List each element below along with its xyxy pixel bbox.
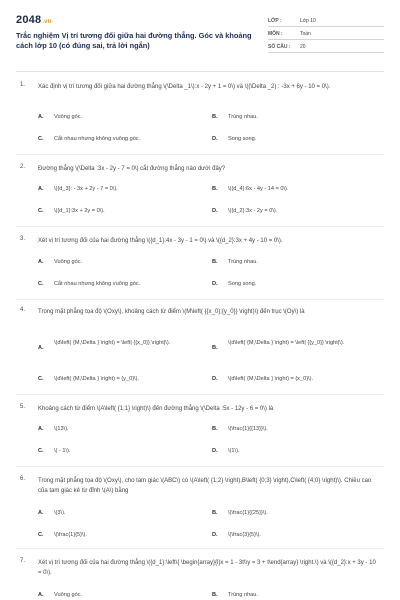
question-text: Khoảng cách từ điểm \(A\left( {1;1} \right)\) đến đường thẳng \(\Delta :5x - 12y - 6 = 0\) là: [38, 406, 274, 412]
option-key: A.: [38, 114, 44, 120]
header-divider: [16, 71, 384, 72]
question-3: [16, 236, 384, 296]
option-key: B.: [212, 592, 218, 598]
option-key: D.: [212, 208, 218, 214]
logo-main: 2048: [16, 14, 42, 26]
question-number: 7.: [20, 558, 26, 564]
option-text: Cắt nhau nhưng không vuông góc.: [54, 281, 141, 287]
document-title: Trắc nghiệm Vị trí tương đối giữa hai đường thẳng. Góc và khoảng cách lớp 10 (có đúng sai, trả lời ngắn): [16, 31, 252, 50]
option-key: B.: [212, 114, 218, 120]
meta-label: SỐ CÂU :: [268, 44, 291, 50]
question-text: Xét vị trí tương đối của hai đường thẳng \({d_1}:\left\{ \begin{array}{l}x = 1 - 3t\\y = 3 + t\end{array} \right.\) và \({d_2}:x + 3y - 10 = 0\).: [38, 560, 376, 576]
option-key: D.: [212, 281, 218, 287]
option-key: B.: [212, 345, 218, 351]
question-2: [16, 164, 384, 224]
option-key: A.: [38, 426, 44, 432]
option-key: D.: [212, 136, 218, 142]
question-text: Trong mặt phẳng tọa độ \(Oxy\), cho tam giác \(ABC\) có \(A\left( {1;2} \right),B\left( {0;3} \right),C\left( {4;0} \right)\). Chiều cao của tam giác kẻ từ đỉnh \(A\) bằng: [38, 478, 372, 494]
question-separator: [16, 226, 384, 227]
option-text: \( - 1\).: [54, 448, 71, 454]
option-text: Vuông góc.: [54, 114, 83, 120]
option-key: C.: [38, 136, 44, 142]
question-number: 6.: [20, 476, 26, 482]
option-text: \(\frac{1}{5}\).: [54, 532, 87, 538]
site-logo[interactable]: [16, 14, 52, 26]
question-number: 5.: [20, 404, 26, 410]
option-text: \({d_1}:3x + 2y = 0\).: [54, 208, 105, 214]
option-key: A.: [38, 186, 44, 192]
question-7: [16, 558, 384, 600]
option-text: \(3\).: [54, 510, 66, 516]
option-text: Song song.: [228, 281, 257, 287]
option-key: D.: [212, 376, 218, 382]
question-number: 1.: [20, 82, 26, 88]
meta-value: Lớp 10: [300, 18, 316, 24]
meta-row-class: [268, 14, 384, 27]
option-key: A.: [38, 259, 44, 265]
question-1: [16, 82, 384, 152]
meta-value: 20: [300, 44, 306, 50]
option-text: \(\frac{1}{{13}}\).: [228, 426, 268, 432]
question-number: 4.: [20, 307, 26, 313]
question-separator: [16, 466, 384, 467]
option-text: Trùng nhau.: [228, 259, 258, 265]
option-key: A.: [38, 592, 44, 598]
option-text: \(d\left( {M,\Delta } \right) = \left| {{x_0}} \right|\).: [54, 340, 171, 346]
option-key: C.: [38, 208, 44, 214]
option-text: Song song.: [228, 136, 257, 142]
option-key: A.: [38, 510, 44, 516]
option-key: C.: [38, 376, 44, 382]
question-separator: [16, 548, 384, 549]
meta-table: [268, 14, 384, 53]
meta-value: Toán: [300, 31, 311, 37]
option-text: \(\frac{3}{5}\).: [228, 532, 261, 538]
option-text: \(1\).: [228, 448, 240, 454]
option-key: D.: [212, 448, 218, 454]
option-text: \(d\left( {M,\Delta } \right) = \left| {{y_0}} \right|\).: [228, 340, 345, 346]
question-separator: [16, 299, 384, 300]
option-text: \({d_4}:6x - 4y - 14 = 0\).: [228, 186, 289, 192]
option-key: B.: [212, 426, 218, 432]
question-text: Trong mặt phẳng tọa độ \(Oxy\), khoảng cách từ điểm \(M\left( {{x_0};{y_0}} \right)\) đến trục \(Oy\) là: [38, 309, 305, 315]
question-6: [16, 476, 384, 546]
option-text: Trùng nhau.: [228, 114, 258, 120]
option-key: A.: [38, 345, 44, 351]
option-text: Vuông góc.: [54, 592, 83, 598]
meta-label: MÔN :: [268, 31, 283, 37]
question-text: Xét vị trí tương đối của hai đường thẳng \({d_1}:4x - 3y - 1 = 0\) và \({d_2}:3x + 4y - 10 = 0\).: [38, 238, 283, 244]
option-text: Trùng nhau.: [228, 592, 258, 598]
option-text: \(d\left( {M,\Delta } \right) = {x_0}\).: [228, 376, 314, 382]
meta-row-subject: [268, 27, 384, 40]
question-4: [16, 307, 384, 392]
option-key: B.: [212, 510, 218, 516]
question-separator: [16, 154, 384, 155]
option-key: C.: [38, 532, 44, 538]
option-text: Cắt nhau nhưng không vuông góc.: [54, 136, 141, 142]
document-header: [16, 14, 384, 66]
option-text: \(13\).: [54, 426, 69, 432]
option-key: B.: [212, 259, 218, 265]
option-text: \({d_2}:3x - 2y = 0\).: [228, 208, 278, 214]
option-key: C.: [38, 448, 44, 454]
question-5: [16, 404, 384, 464]
question-number: 2.: [20, 164, 26, 170]
option-key: C.: [38, 281, 44, 287]
question-text: Đường thẳng \(\Delta :3x - 2y - 7 = 0\) cắt đường thẳng nào dưới đây?: [38, 166, 226, 172]
option-text: \(\frac{1}{{25}}\).: [228, 510, 268, 516]
option-text: \({d_3}: - 3x + 2y - 7 = 0\).: [54, 186, 118, 192]
question-text: Xác định vị trí tương đối giữa hai đường thẳng \(\Delta _1\):x - 2y + 1 = 0\) và \((\Delta _2) : -3x + 6y - 10 = 0\).: [38, 84, 331, 90]
question-number: 3.: [20, 236, 26, 242]
option-text: \(d\left( {M,\Delta } \right) = {y_0}\).: [54, 376, 140, 382]
option-text: Vuông góc.: [54, 259, 83, 265]
meta-label: LỚP :: [268, 18, 282, 24]
option-key: B.: [212, 186, 218, 192]
meta-row-count: [268, 40, 384, 53]
option-key: D.: [212, 532, 218, 538]
question-separator: [16, 394, 384, 395]
logo-suffix: .vn: [42, 19, 52, 25]
